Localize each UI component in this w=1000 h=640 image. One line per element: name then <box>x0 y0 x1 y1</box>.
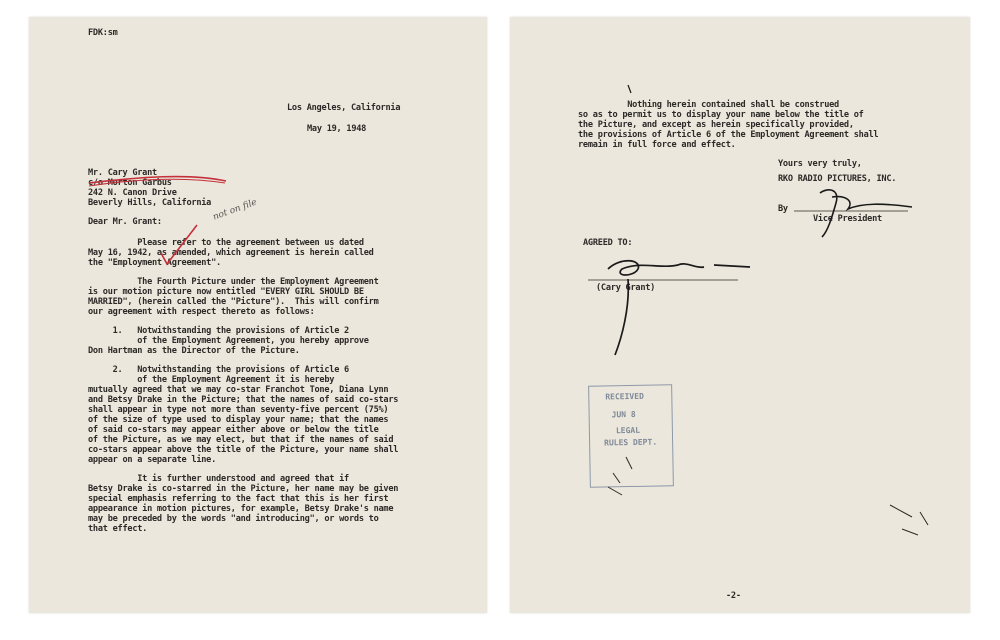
closing: Yours very truly, <box>778 159 862 169</box>
body-line: and Betsy Drake in the Picture; that the names of said co-stars <box>88 395 399 405</box>
address-line: 242 N. Canon Drive <box>88 188 177 198</box>
letter-page-2 <box>510 17 970 613</box>
body-line: special emphasis referring to the fact that this is her first <box>88 494 389 504</box>
agreed-to-label: AGREED TO: <box>583 238 633 248</box>
red-correction-marks <box>29 17 487 613</box>
body-line: 2. Notwithstanding the provisions of Article 6 <box>88 365 349 375</box>
body-line: so as to permit us to display your name below the title of <box>578 110 864 120</box>
body-line: that effect. <box>88 524 148 534</box>
body-line: of the Picture, as we may elect, but that if the names of said <box>88 435 394 445</box>
reference-initials: FDK:sm <box>88 28 118 38</box>
body-line: shall appear in type not more than seventy-five percent (75%) <box>88 405 389 415</box>
body-line: Betsy Drake is co-starred in the Picture, her name may be given <box>88 484 399 494</box>
letter-date: May 19, 1948 <box>307 124 367 134</box>
body-line: appearance in motion pictures, for example, Betsy Drake's name <box>88 504 394 514</box>
body-line: May 16, 1942, as amended, which agreement is herein called <box>88 248 374 258</box>
body-line: of the size of type used to display your name; that the names <box>88 415 389 425</box>
body-line: our agreement with respect thereto as follows: <box>88 307 315 317</box>
body-line: Nothing herein contained shall be construed <box>578 100 839 110</box>
signer-title: Vice President <box>813 214 882 224</box>
letter-page-1 <box>29 17 487 613</box>
body-line: of the Employment Agreement, you hereby approve <box>88 336 369 346</box>
body-line: MARRIED", (herein called the "Picture"). This will confirm <box>88 297 379 307</box>
body-line: 1. Notwithstanding the provisions of Article 2 <box>88 326 349 336</box>
body-line: mutually agreed that we may co-star Franchot Tone, Diana Lynn <box>88 385 389 395</box>
body-line: appear on a separate line. <box>88 455 217 465</box>
body-line: may be preceded by the words "and introducing", or words to <box>88 514 379 524</box>
body-line: Please refer to the agreement between us dated <box>88 238 364 248</box>
body-line: of the Employment Agreement it is hereby <box>88 375 335 385</box>
countersigner-name: (Cary Grant) <box>596 283 656 293</box>
address-line: Mr. Cary Grant <box>88 168 157 178</box>
salutation: Dear Mr. Grant: <box>88 217 162 227</box>
handwritten-note: not on file <box>211 197 259 223</box>
body-line: Don Hartman as the Director of the Picture. <box>88 346 300 356</box>
body-line: co-stars appear above the title of the Picture, your name shall <box>88 445 399 455</box>
body-line: the provisions of Article 6 of the Employment Agreement shall <box>578 130 879 140</box>
body-line: the "Employment Agreement". <box>88 258 221 268</box>
body-line: is our motion picture now entitled "EVERY GIRL SHOULD BE <box>88 287 364 297</box>
body-line: the Picture, and except as herein specifically provided, <box>578 120 854 130</box>
address-line: c/o Morton Garbus <box>88 178 172 188</box>
signatures <box>510 17 970 613</box>
by-label: By <box>778 204 788 214</box>
address-line: Beverly Hills, California <box>88 198 212 208</box>
received-stamp: RECEIVED JUN 8 LEGAL RULES DEPT. <box>588 384 674 487</box>
body-line: remain in full force and effect. <box>578 140 736 150</box>
body-line: of said co-stars may appear either above or below the title <box>88 425 379 435</box>
body-line: The Fourth Picture under the Employment Agreement <box>88 277 379 287</box>
letter-place: Los Angeles, California <box>287 103 401 113</box>
company-name: RKO RADIO PICTURES, INC. <box>778 174 897 184</box>
page-number: -2- <box>726 591 741 601</box>
body-line: It is further understood and agreed that if <box>88 474 349 484</box>
